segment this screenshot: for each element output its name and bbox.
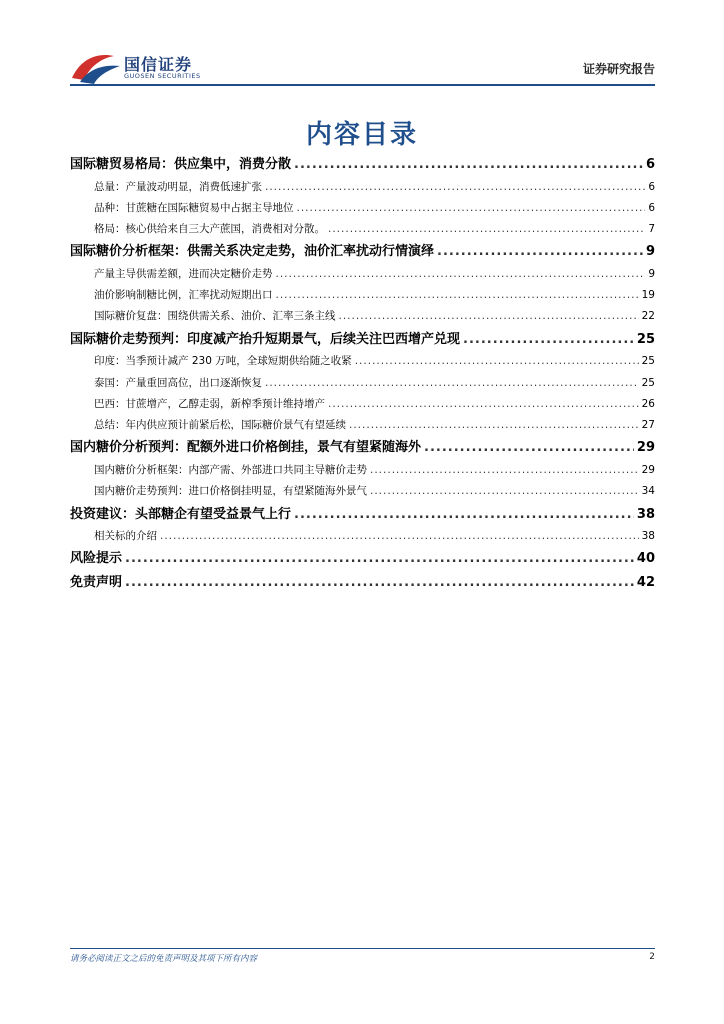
toc-entry-label: 相关标的介绍 [94,530,157,543]
toc-leader-dots [328,394,639,415]
logo-company-name-en: GUOSEN SECURITIES [124,72,201,80]
toc-entry-label: 格局：核心供给来自三大产蔗国，消费相对分散。 [94,223,325,236]
toc-title: 内容目录 [305,120,418,150]
toc-entry-page: 6 [648,180,655,193]
footer-disclaimer: 请务必阅读正文之后的免责声明及其项下所有内容 [70,954,258,964]
toc-leader-dots [265,373,639,394]
toc-entry-label: 巴西：甘蔗增产，乙醇走弱，新榨季预计维持增产 [94,397,325,410]
toc-entry-label: 国内糖价分析框架：内部产需、外部进口共同主导糖价走势 [94,463,367,476]
logo-company-name: 国信证券 [124,55,193,74]
table-of-contents [70,153,655,594]
toc-leader-dots [424,436,634,460]
toc-subsection-entry[interactable] [70,394,655,415]
toc-entry-label: 总量：产量波动明显，消费低速扩张 [94,180,262,193]
guosen-logo-icon [70,50,122,84]
toc-entry-page: 7 [648,223,655,236]
toc-entry-label: 国际糖贸易格局：供应集中，消费分散 [70,157,292,172]
toc-leader-dots [437,240,643,264]
toc-entry-label: 国际糖价分析框架：供需关系决定走势，油价汇率扰动行情演绎 [70,244,435,260]
toc-subsection-entry[interactable] [70,351,655,372]
toc-entry-label: 油价影响制糖比例，汇率扰动短期出口 [94,289,273,302]
toc-entry-page: 34 [641,485,655,498]
toc-leader-dots [265,177,645,198]
toc-leader-dots [370,481,639,502]
toc-leader-dots [294,153,643,177]
toc-entry-page: 38 [636,506,655,522]
toc-leader-dots [349,415,639,436]
toc-entry-label: 风险提示 [70,551,123,567]
report-type-label: 证券研究报告 [582,62,655,76]
toc-entry-label: 投资建议：头部糖企有望受益景气上行 [70,506,292,522]
toc-entry-page: 6 [645,157,655,172]
page-number: 2 [649,952,655,962]
toc-leader-dots [297,198,646,219]
toc-entry-page: 29 [636,440,655,456]
toc-section-entry[interactable] [70,571,655,595]
toc-entry-page: 26 [641,397,655,410]
guosen-logo [70,50,260,86]
toc-leader-dots [355,351,639,372]
toc-section-entry[interactable] [70,240,655,264]
toc-entry-label: 国内糖价走势预判：进口价格倒挂明显，有望紧随海外景气 [94,485,367,498]
toc-entry-page: 22 [641,310,655,323]
toc-entry-page: 27 [641,419,655,432]
toc-leader-dots [463,328,634,352]
toc-entry-page: 29 [641,463,655,476]
toc-entry-label: 国内糖价分析预判：配额外进口价格倒挂，景气有望紧随海外 [70,440,422,456]
toc-leader-dots [125,547,634,571]
toc-leader-dots [294,503,634,527]
toc-section-entry[interactable] [70,328,655,352]
footer-divider [70,948,655,949]
toc-section-entry[interactable] [70,547,655,571]
toc-leader-dots [276,264,646,285]
toc-entry-page: 25 [641,376,655,389]
toc-subsection-entry[interactable] [70,460,655,481]
toc-leader-dots [339,306,639,327]
toc-subsection-entry[interactable] [70,198,655,219]
toc-entry-page: 9 [648,267,655,280]
page-header [70,50,655,86]
toc-subsection-entry[interactable] [70,481,655,502]
toc-entry-label: 产量主导供需差额，进而决定糖价走势 [94,267,273,280]
toc-section-entry[interactable] [70,153,655,177]
toc-entry-page: 25 [641,355,655,368]
toc-entry-label: 印度：当季预计减产 230 万吨，全球短期供给随之收紧 [94,355,352,368]
toc-subsection-entry[interactable] [70,415,655,436]
toc-section-entry[interactable] [70,503,655,527]
toc-subsection-entry[interactable] [70,177,655,198]
toc-entry-page: 25 [636,331,655,347]
toc-subsection-entry[interactable] [70,264,655,285]
toc-section-entry[interactable] [70,436,655,460]
toc-entry-label: 国际糖价复盘：围绕供需关系、油价、汇率三条主线 [94,310,336,323]
toc-entry-page: 9 [645,244,655,260]
toc-entry-label: 国际糖价走势预判：印度减产抬升短期景气，后续关注巴西增产兑现 [70,331,461,347]
toc-entry-page: 6 [648,201,655,214]
toc-entry-label: 总结：年内供应预计前紧后松，国际糖价景气有望延续 [94,419,346,432]
toc-subsection-entry[interactable] [70,373,655,394]
toc-entry-page: 19 [641,289,655,302]
toc-subsection-entry[interactable] [70,285,655,306]
toc-leader-dots [160,526,639,547]
toc-entry-label: 免责声明 [70,574,123,590]
toc-entry-page: 40 [636,551,655,567]
toc-leader-dots [370,460,639,481]
toc-subsection-entry[interactable] [70,526,655,547]
header-divider [70,84,655,86]
toc-leader-dots [276,285,639,306]
toc-entry-label: 泰国：产量重回高位，出口逐渐恢复 [94,376,262,389]
toc-subsection-entry[interactable] [70,306,655,327]
toc-entry-page: 38 [641,530,655,543]
toc-entry-page: 42 [636,574,655,590]
toc-leader-dots [125,571,634,595]
toc-subsection-entry[interactable] [70,219,655,240]
toc-entry-label: 品种：甘蔗糖在国际糖贸易中占据主导地位 [94,201,294,214]
toc-leader-dots [328,219,645,240]
